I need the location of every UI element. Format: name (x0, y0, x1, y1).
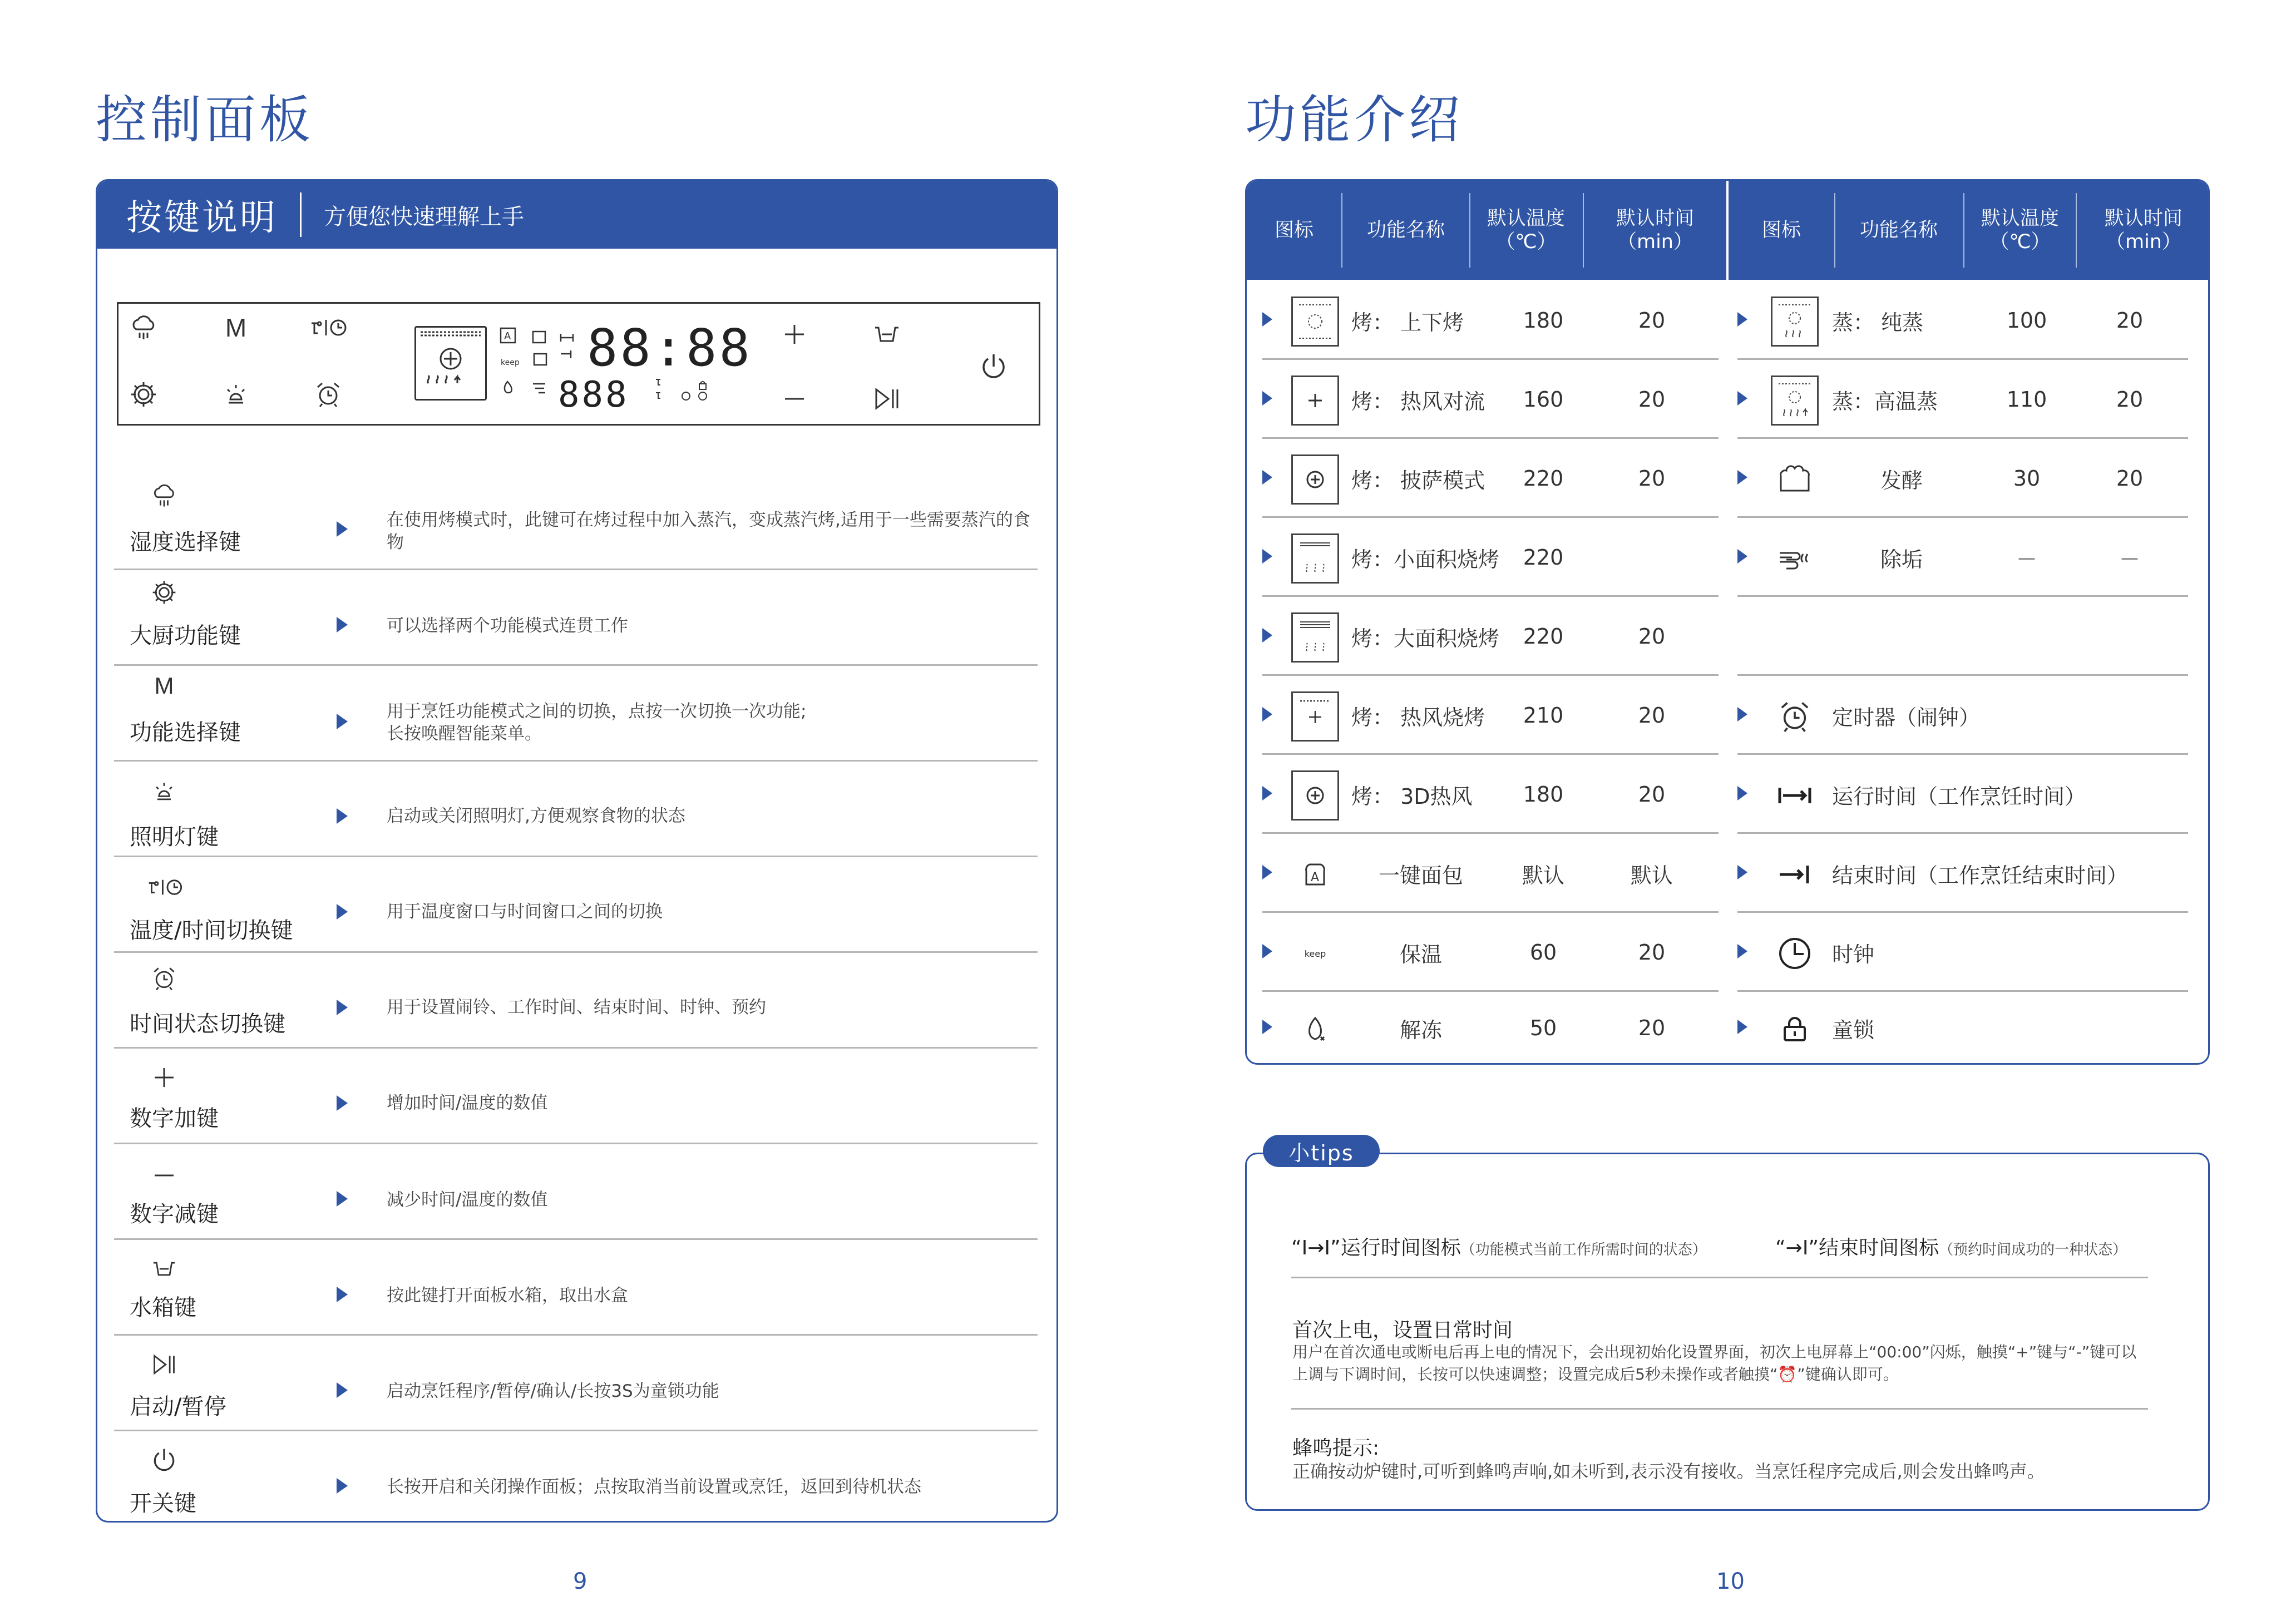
child-lock-icon (1771, 1005, 1819, 1053)
function-name: 烤：小面积烧烤 (1351, 547, 1500, 572)
tips-box (1245, 1153, 2210, 1511)
key-guide-header (97, 181, 1056, 249)
function-row (1262, 676, 1719, 755)
clock-icon (1771, 930, 1819, 977)
header-icon: 图标 (1274, 219, 1314, 241)
key-name: 水箱键 (130, 1295, 196, 1321)
key-name: 时间状态切换键 (130, 1011, 285, 1037)
status-row (1737, 676, 2188, 755)
function-row (1262, 755, 1719, 834)
key-row (114, 1144, 1038, 1240)
function-name: 发酵 (1880, 468, 1923, 493)
control-panel-illustration (117, 302, 1040, 426)
status-label: 结束时间（工作烹饪结束时间） (1832, 863, 2129, 888)
default-time: 20 (1638, 940, 1666, 965)
function-table (1245, 179, 2210, 1065)
arrow-icon (1262, 470, 1272, 485)
top-bottom-heat-icon (1291, 296, 1339, 347)
key-row (114, 570, 1038, 666)
key-name: 功能选择键 (130, 720, 241, 745)
function-row (1262, 989, 1719, 1065)
key-name: 数字减键 (130, 1202, 219, 1227)
arrow-icon (337, 1478, 348, 1494)
display-status-icons (653, 376, 714, 415)
default-temp: 默认 (1522, 863, 1564, 888)
arrow-icon (1262, 628, 1272, 643)
key-row (114, 953, 1038, 1049)
key-name: 开关键 (130, 1491, 196, 1516)
function-name: 蒸：高温蒸 (1832, 389, 1938, 414)
function-row (1737, 439, 2188, 518)
run-icon-tip (1291, 1232, 1707, 1261)
light-icon (216, 375, 255, 414)
function-row (1262, 518, 1719, 597)
header-name: 功能名称 (1366, 219, 1445, 241)
defrost-icon (1291, 1005, 1339, 1053)
timer-alarm-icon (1771, 693, 1819, 740)
ferment-icon (1771, 456, 1819, 503)
key-description: 可以选择两个功能模式连贯工作 (387, 616, 628, 636)
arrow-icon (1737, 944, 1747, 958)
key-description: 用于烹饪功能模式之间的切换，点按一次切换一次功能; 长按唤醒智能菜单。 (387, 701, 807, 744)
key-guide-title: 按键说明 (126, 197, 278, 239)
status-row (1737, 989, 2188, 1065)
default-temp: 220 (1523, 624, 1564, 649)
key-row (114, 666, 1038, 762)
arrow-icon (337, 808, 348, 824)
minus-icon (145, 1159, 184, 1192)
alarm-icon (309, 375, 348, 414)
arrow-icon (337, 1287, 348, 1302)
default-temp: 60 (1529, 940, 1557, 965)
key-description: 减少时间/温度的数值 (387, 1190, 548, 1210)
arrow-icon (1262, 707, 1272, 721)
key-name: 湿度选择键 (130, 530, 241, 555)
play-pause-icon (145, 1348, 184, 1381)
3d-fan-icon (1291, 770, 1339, 821)
minus-icon (775, 379, 814, 418)
function-row (1737, 518, 2188, 597)
function-name: 保温 (1399, 942, 1442, 967)
steam-pure-icon (1771, 296, 1819, 347)
status-row (1737, 913, 2188, 992)
default-temp: 100 (2006, 308, 2047, 333)
function-row (1262, 597, 1719, 676)
m-icon: M (154, 673, 174, 699)
default-time: 20 (2116, 387, 2144, 412)
key-description: 按此键打开面板水箱，取出水盒 (387, 1286, 628, 1306)
arrow-icon (337, 714, 348, 729)
default-time: 20 (1638, 1016, 1666, 1040)
function-name: 烤： 上下烤 (1351, 310, 1464, 335)
beep-text: 正确按动炉键时,可听到蜂鸣声响,如未听到,表示没有接收。当烹饪程序完成后,则会发出蜂鸣声。 (1292, 1461, 2045, 1482)
default-time: 20 (1638, 782, 1666, 807)
function-name: 烤： 3D热风 (1351, 784, 1473, 809)
arrow-icon (337, 904, 348, 920)
key-name: 照明灯键 (130, 824, 219, 850)
beep-title: 蜂鸣提示: (1292, 1437, 1380, 1460)
status-label: 时钟 (1832, 942, 1875, 967)
key-description: 启动烹饪程序/暂停/确认/长按3S为童锁功能 (387, 1381, 719, 1401)
display-time-digits: 88:88 (587, 318, 752, 378)
function-row (1737, 360, 2188, 439)
arrow-icon (1737, 707, 1747, 721)
page-number-left: 9 (573, 1569, 587, 1594)
key-row (114, 1336, 1038, 1431)
tips-divider (1291, 1277, 2148, 1278)
arrow-icon (1262, 391, 1272, 406)
key-description: 长按开启和关闭操作面板；点按取消当前设置或烹饪，返回到待机状态 (387, 1477, 921, 1497)
key-guide-panel (96, 179, 1058, 1523)
default-time: 20 (1638, 703, 1666, 728)
function-name: 一键面包 (1378, 863, 1463, 888)
default-temp: － (2016, 547, 2037, 572)
function-row (1262, 439, 1719, 518)
run-icon-note: （功能模式当前工作所需时间的状态） (1460, 1242, 1707, 1258)
plus-icon (775, 315, 814, 354)
status-row (1737, 755, 2188, 834)
default-temp: 110 (2006, 387, 2047, 412)
arrow-icon (1262, 549, 1272, 564)
function-name: 蒸： 纯蒸 (1832, 310, 1924, 335)
function-name: 烤： 热风烧烤 (1351, 705, 1485, 730)
default-temp: 210 (1523, 703, 1564, 728)
page-title-right: 功能介绍 (1245, 90, 1464, 150)
function-name: 烤：大面积烧烤 (1351, 626, 1500, 651)
arrow-icon (1737, 786, 1747, 800)
function-name: 解冻 (1399, 1017, 1442, 1042)
default-time: － (2119, 547, 2140, 572)
header-divider (300, 192, 302, 237)
default-time: 20 (2116, 466, 2144, 491)
svg-text:A: A (504, 330, 511, 342)
tips-divider (1291, 1408, 2148, 1410)
key-description: 在使用烤模式时，此键可在烤过程中加入蒸汽，变成蒸汽烤,适用于一些需要蒸汽的食物 (387, 510, 1030, 552)
first-power-text: 用户在首次通电或断电后再上电的情况下，会出现初始化设置界面，初次上电屏幕上“00:00”闪烁，触摸“+”键与“-”键可以上调与下调时间，长按可以快速调整；设置完成后5秒未操作或者触摸“⏰”键确认即可。 (1292, 1343, 2137, 1383)
humidity-icon (145, 479, 184, 512)
arrow-icon (337, 617, 348, 632)
key-description: 增加时间/温度的数值 (387, 1093, 548, 1113)
large-grill-icon (1291, 612, 1339, 663)
key-row (114, 476, 1038, 570)
status-label: 运行时间（工作烹饪时间） (1832, 784, 2086, 809)
plus-icon (145, 1061, 184, 1094)
run-time-icon (1771, 772, 1819, 819)
arrow-icon (337, 521, 348, 537)
arrow-icon (1737, 470, 1747, 485)
key-row (114, 1431, 1038, 1523)
pizza-mode-icon (1291, 454, 1339, 505)
function-name: 烤： 披萨模式 (1351, 468, 1485, 493)
default-time: 20 (1638, 387, 1666, 412)
page-number-right: 10 (1716, 1569, 1745, 1594)
water-tank-icon (145, 1252, 184, 1286)
header-time-2: 默认时间 （min） (2104, 207, 2183, 253)
key-description: 用于温度窗口与时间窗口之间的切换 (387, 902, 663, 922)
power-icon (145, 1444, 184, 1477)
chef-gear-icon (124, 375, 163, 414)
temp-time-icon (305, 308, 355, 347)
key-name: 温度/时间切换键 (130, 918, 293, 943)
steam-high-icon (1771, 375, 1819, 426)
default-temp: 180 (1523, 308, 1564, 333)
arrow-icon (1262, 312, 1272, 327)
first-power-title: 首次上电，设置日常时间 (1292, 1319, 1513, 1342)
arrow-icon (1262, 944, 1272, 958)
key-description: 用于设置闹铃、工作时间、结束时间、时钟、预约 (387, 997, 766, 1017)
arrow-icon (337, 1191, 348, 1207)
arrow-icon (1262, 786, 1272, 800)
display-temp-digits: 888 (558, 374, 629, 416)
light-icon (145, 775, 184, 808)
descale-icon (1771, 535, 1819, 582)
end-icon-tip (1775, 1232, 2127, 1261)
arrow-icon (1737, 1020, 1747, 1034)
arrow-icon (337, 1382, 348, 1398)
header-temp: 默认温度 （℃） (1487, 207, 1565, 253)
function-name: 除垢 (1880, 547, 1923, 572)
end-icon-note: （预约时间成功的一种状态） (1939, 1242, 2127, 1258)
alarm-icon (145, 962, 184, 995)
default-temp: 160 (1523, 387, 1564, 412)
water-tank-icon (867, 315, 906, 354)
arrow-icon (337, 1095, 348, 1111)
end-time-icon (1771, 851, 1819, 898)
humidity-icon (124, 308, 163, 347)
key-name: 大厨功能键 (130, 623, 241, 649)
default-temp: 30 (2013, 466, 2041, 491)
fan-grill-icon (1291, 691, 1339, 742)
tips-badge: 小tips (1263, 1135, 1380, 1167)
header-time: 默认时间 （min） (1616, 207, 1694, 253)
bread-auto-icon (1291, 851, 1339, 898)
end-icon-label: “→I”结束时间图标 (1775, 1237, 1939, 1259)
default-time: 20 (1638, 466, 1666, 491)
header-name-2: 功能名称 (1859, 219, 1938, 241)
status-label: 童锁 (1832, 1017, 1875, 1042)
arrow-icon (1737, 865, 1747, 879)
small-grill-icon (1291, 533, 1339, 584)
key-name: 数字加键 (130, 1106, 219, 1131)
default-temp: 180 (1523, 782, 1564, 807)
m-icon: M (225, 313, 247, 342)
default-time: 默认 (1630, 863, 1673, 888)
default-time: 20 (1638, 624, 1666, 649)
default-temp: 220 (1523, 466, 1564, 491)
function-name: 烤： 热风对流 (1351, 389, 1485, 414)
key-name: 启动/暂停 (130, 1394, 226, 1420)
table-header (1247, 181, 2208, 280)
key-row (114, 1240, 1038, 1336)
default-temp: 220 (1523, 545, 1564, 570)
empty-row (1737, 597, 2188, 676)
arrow-icon (1262, 865, 1272, 879)
convection-icon (1291, 375, 1339, 426)
function-row (1262, 281, 1719, 360)
status-row (1737, 834, 2188, 913)
arrow-icon (1737, 391, 1747, 406)
arrow-icon (1737, 549, 1747, 564)
run-icon-label: “I→I”运行时间图标 (1291, 1237, 1461, 1259)
svg-text:A: A (1311, 871, 1320, 884)
key-guide-subtitle: 方便您快速理解上手 (324, 204, 524, 230)
play-pause-icon (867, 379, 906, 418)
default-temp: 50 (1529, 1016, 1557, 1040)
default-time: 20 (1638, 308, 1666, 333)
header-icon-2: 图标 (1761, 219, 1801, 241)
arrow-icon (337, 1000, 348, 1015)
arrow-icon (1262, 1020, 1272, 1034)
header-temp-2: 默认温度 （℃） (1981, 207, 2059, 253)
temp-time-icon (145, 871, 189, 904)
key-row (114, 857, 1038, 953)
status-label: 定时器（闹钟） (1832, 705, 1981, 730)
function-row (1737, 281, 2188, 360)
key-row (114, 1049, 1038, 1144)
key-description: 启动或关闭照明灯,方便观察食物的状态 (387, 806, 685, 826)
function-row (1262, 360, 1719, 439)
function-row (1262, 834, 1719, 913)
function-row (1262, 913, 1719, 992)
page-title-left: 控制面板 (96, 90, 314, 150)
power-icon (974, 347, 1013, 386)
oven-display-icon (414, 326, 487, 401)
keep-warm-icon: keep (1304, 948, 1326, 959)
arrow-icon (1737, 312, 1747, 327)
default-time: 20 (2116, 308, 2144, 333)
svg-text:keep: keep (501, 358, 520, 367)
chef-gear-icon (145, 576, 184, 609)
key-row (114, 762, 1038, 857)
